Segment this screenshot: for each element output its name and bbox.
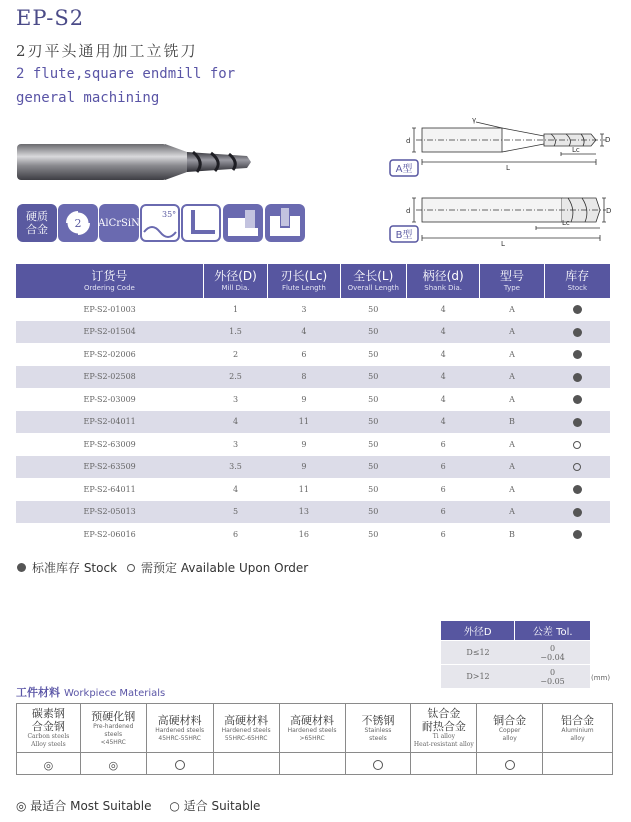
chip-material-line1: 硬质 bbox=[26, 210, 48, 223]
flute-count-chip bbox=[58, 204, 98, 242]
cell-type: A bbox=[480, 501, 544, 524]
cell-l: 50 bbox=[368, 529, 379, 539]
cell-d: 6 bbox=[440, 439, 446, 449]
legend-on-order: 需预定 Available Upon Order bbox=[141, 561, 309, 575]
cell-l: 50 bbox=[368, 349, 379, 359]
workpiece-title bbox=[16, 684, 165, 700]
material-column bbox=[345, 704, 411, 753]
suitable-icon bbox=[505, 760, 515, 770]
cell-stock bbox=[544, 456, 610, 479]
cell-type: A bbox=[509, 349, 515, 359]
cell-stock bbox=[544, 411, 610, 434]
suitability-cell bbox=[411, 753, 477, 775]
cell-d: 4 bbox=[203, 411, 267, 434]
suitable-icon bbox=[175, 760, 185, 770]
table-row bbox=[16, 411, 610, 434]
material-name-en: Aluminium alloy bbox=[561, 726, 594, 742]
cell-type: A bbox=[480, 366, 544, 389]
type-b-badge: B型 bbox=[395, 230, 413, 241]
col-ordering-code: 订货号 Ordering Code bbox=[16, 264, 203, 298]
cell-d: 6 bbox=[406, 501, 479, 524]
helix-angle-icon bbox=[142, 206, 178, 240]
type-a-badge: A型 bbox=[395, 164, 413, 175]
material-name-cn: 高硬材料 bbox=[290, 713, 335, 727]
cell-code: EP-S2-64011 bbox=[83, 484, 136, 494]
material-column bbox=[411, 704, 477, 753]
material-name-en: Pre-hardened steels <45HRC bbox=[93, 722, 134, 746]
cell-d: 3.5 bbox=[203, 456, 267, 479]
flute-count-label: 2 bbox=[74, 217, 82, 230]
suitable-icon bbox=[373, 760, 383, 770]
col-shank-dia: 柄径(d) Shank Dia. bbox=[406, 264, 479, 298]
table-row bbox=[16, 433, 610, 456]
tol-col-tol: 公差 Tol. bbox=[515, 621, 590, 641]
material-name-cn: 碳素钢 合金钢 bbox=[31, 707, 65, 733]
col-stock: 库存 Stock bbox=[544, 264, 610, 298]
tolerance-unit: (mm) bbox=[591, 674, 611, 682]
cell-d: 2.5 bbox=[203, 366, 267, 389]
square-end-chip bbox=[181, 204, 221, 242]
type-b-diagram bbox=[386, 190, 611, 250]
cell-stock bbox=[544, 388, 610, 411]
material-name-en: Stainless steels bbox=[364, 726, 392, 742]
slotting-chip bbox=[265, 204, 305, 242]
cell-code: EP-S2-06016 bbox=[83, 529, 136, 539]
material-name-cn: 高硬材料 bbox=[224, 713, 269, 727]
cell-type: A bbox=[509, 394, 515, 404]
cell-code: EP-S2-01003 bbox=[83, 304, 136, 314]
cell-type: A bbox=[480, 321, 544, 344]
cell-d: 6 bbox=[440, 529, 446, 539]
cell-lc: 16 bbox=[298, 529, 309, 539]
helix-angle-chip bbox=[140, 204, 180, 242]
cell-lc: 9 bbox=[268, 456, 340, 479]
cell-l: 50 bbox=[368, 394, 379, 404]
cell-lc: 9 bbox=[301, 439, 307, 449]
material-name-en: Hardened steels 55HRC-65HRC bbox=[221, 726, 271, 742]
cell-d: 4 bbox=[406, 321, 479, 344]
type-a-length-label: L bbox=[506, 164, 510, 172]
cell-code: EP-S2-02006 bbox=[83, 349, 136, 359]
table-row bbox=[16, 523, 610, 546]
cell-d: 5 bbox=[203, 501, 267, 524]
cell-d: 4 bbox=[406, 411, 479, 434]
suitability-cell bbox=[477, 753, 543, 775]
ordering-table bbox=[16, 264, 610, 546]
flute-count-icon bbox=[58, 204, 98, 242]
material-name-en: Hardened steels 45HRC-55HRC bbox=[155, 726, 205, 742]
cell-type: A bbox=[509, 484, 515, 494]
cell-stock bbox=[544, 501, 610, 524]
shoulder-milling-icon bbox=[223, 204, 263, 242]
cell-d: 1 bbox=[232, 304, 239, 314]
coating-chip: AlCrSiN bbox=[99, 204, 139, 242]
cell-code: EP-S2-04011 bbox=[16, 411, 203, 434]
in-stock-dot-icon bbox=[573, 418, 582, 427]
tol-range: D≤12 bbox=[441, 641, 515, 665]
in-stock-dot-icon bbox=[573, 530, 582, 539]
cell-l: 50 bbox=[340, 321, 406, 344]
type-a-flute-length-label: Lc bbox=[572, 146, 580, 154]
chip-material-line2: 合金 bbox=[26, 223, 48, 236]
material-name-en: Carbon steels Alloy steels bbox=[27, 733, 70, 748]
cell-type: B bbox=[480, 411, 544, 434]
cell-code: EP-S2-02508 bbox=[16, 366, 203, 389]
on-order-circle-icon bbox=[573, 441, 581, 449]
table-row bbox=[16, 456, 610, 479]
material-name-en: Hardened steels >65HRC bbox=[287, 726, 337, 742]
type-a-diagram bbox=[386, 112, 611, 182]
cell-lc: 3 bbox=[301, 304, 307, 314]
cell-code: EP-S2-01504 bbox=[16, 321, 203, 344]
legend-in-stock: 标准库存 Stock bbox=[32, 561, 118, 575]
in-stock-dot-icon bbox=[573, 373, 582, 382]
cell-d: 6 bbox=[406, 456, 479, 479]
table-row bbox=[16, 321, 610, 344]
product-code: EP-S2 bbox=[16, 6, 85, 30]
workpiece-title-en: Workpiece Materials bbox=[64, 688, 166, 699]
type-b-length-label: L bbox=[501, 240, 505, 248]
workpiece-title-cn: 工件材料 bbox=[16, 686, 60, 699]
cell-lc: 8 bbox=[268, 366, 340, 389]
material-name-cn: 钛合金 耐热合金 bbox=[421, 707, 466, 733]
tol-col-dia: 外径D bbox=[441, 621, 515, 641]
cell-stock bbox=[544, 321, 610, 344]
workpiece-table bbox=[16, 703, 613, 775]
table-row bbox=[16, 388, 610, 411]
cell-type: A bbox=[509, 439, 515, 449]
suitability-cell bbox=[213, 753, 279, 775]
cell-l: 50 bbox=[368, 304, 379, 314]
cell-stock bbox=[544, 366, 610, 389]
cell-d: 4 bbox=[440, 349, 446, 359]
in-stock-dot-icon bbox=[17, 563, 26, 572]
material-carbide-chip bbox=[17, 204, 57, 242]
cell-d: 4 bbox=[406, 366, 479, 389]
product-name-cn: 2刃平头通用加工立铣刀 bbox=[16, 42, 198, 60]
cell-l: 50 bbox=[368, 439, 379, 449]
tolerance-table bbox=[441, 621, 590, 688]
material-column bbox=[146, 704, 213, 753]
cell-stock bbox=[544, 343, 610, 366]
col-mill-dia: 外径(D) Mill Dia. bbox=[203, 264, 267, 298]
material-column bbox=[80, 704, 146, 753]
on-order-circle-icon bbox=[127, 564, 135, 572]
cell-d: 4 bbox=[232, 484, 239, 494]
col-overall-length: 全长(L) Overall Length bbox=[340, 264, 406, 298]
shoulder-milling-chip bbox=[223, 204, 263, 242]
cell-type: A bbox=[480, 456, 544, 479]
tol-range: D>12 bbox=[441, 665, 515, 689]
product-name-en-line2: general machining bbox=[16, 90, 160, 106]
in-stock-dot-icon bbox=[573, 508, 582, 517]
tolerance-row bbox=[441, 641, 590, 665]
material-column bbox=[477, 704, 543, 753]
cell-code: EP-S2-63009 bbox=[83, 439, 136, 449]
endmill-photo bbox=[15, 138, 255, 186]
material-column bbox=[543, 704, 613, 753]
type-b-mill-dia-label: D bbox=[606, 207, 611, 215]
slotting-icon bbox=[265, 204, 305, 242]
cell-code: EP-S2-05013 bbox=[16, 501, 203, 524]
suitability-cell bbox=[17, 753, 81, 775]
product-name-en-line1: 2 flute,square endmill for bbox=[16, 66, 236, 82]
cell-type: B bbox=[509, 529, 515, 539]
table-row bbox=[16, 501, 610, 524]
material-name-cn: 不锈钢 bbox=[361, 713, 395, 727]
cell-lc: 6 bbox=[301, 349, 307, 359]
cell-d: 1.5 bbox=[203, 321, 267, 344]
square-corner-icon bbox=[183, 206, 219, 240]
type-a-angle-label: γ bbox=[472, 116, 477, 124]
cell-code: EP-S2-63509 bbox=[16, 456, 203, 479]
col-type: 型号 Type bbox=[480, 264, 544, 298]
type-a-shank-dia-label: d bbox=[406, 137, 411, 145]
material-name-cn: 铝合金 bbox=[561, 713, 594, 727]
in-stock-dot-icon bbox=[573, 350, 582, 359]
type-b-flute-length-label: Lc bbox=[562, 219, 570, 227]
tolerance-row bbox=[441, 665, 590, 689]
cell-code: EP-S2-03009 bbox=[83, 394, 136, 404]
suitability-cell bbox=[279, 753, 345, 775]
legend-suitable: ○ 适合 Suitable bbox=[169, 799, 261, 813]
cell-l: 50 bbox=[340, 456, 406, 479]
cell-lc: 11 bbox=[268, 411, 340, 434]
col-flute-length: 刃长(Lc) Flute Length bbox=[268, 264, 340, 298]
cell-lc: 11 bbox=[298, 484, 309, 494]
cell-l: 50 bbox=[340, 366, 406, 389]
cell-lc: 4 bbox=[268, 321, 340, 344]
suitability-cell bbox=[345, 753, 411, 775]
most-suitable-icon: ◎ bbox=[108, 759, 119, 772]
helix-angle-label: 35° bbox=[162, 210, 177, 219]
in-stock-dot-icon bbox=[573, 485, 582, 494]
table-row bbox=[16, 478, 610, 501]
material-column bbox=[213, 704, 279, 753]
cell-stock bbox=[544, 298, 610, 321]
legend-most-suitable: ◎ 最适合 Most Suitable bbox=[16, 799, 152, 813]
in-stock-dot-icon bbox=[573, 395, 582, 404]
cell-lc: 13 bbox=[268, 501, 340, 524]
most-suitable-icon: ◎ bbox=[43, 759, 54, 772]
material-name-cn: 预硬化钢 bbox=[91, 709, 136, 723]
suitability-cell bbox=[543, 753, 613, 775]
cell-stock bbox=[544, 478, 610, 501]
tol-value: 0 −0.04 bbox=[515, 641, 590, 665]
material-name-en: Ti alloy Heat-resistant alloy bbox=[413, 733, 474, 748]
suitability-legend bbox=[16, 797, 260, 814]
cell-d: 3 bbox=[232, 439, 239, 449]
on-order-circle-icon bbox=[573, 463, 581, 471]
cell-d: 3 bbox=[232, 394, 239, 404]
table-row bbox=[16, 343, 610, 366]
material-name-cn: 高硬材料 bbox=[157, 713, 202, 727]
cell-d: 4 bbox=[440, 394, 446, 404]
cell-l: 50 bbox=[340, 501, 406, 524]
material-name-cn: 铜合金 bbox=[493, 713, 527, 727]
cell-d: 2 bbox=[232, 349, 239, 359]
in-stock-dot-icon bbox=[573, 305, 582, 314]
material-column bbox=[279, 704, 345, 753]
cell-stock bbox=[544, 523, 610, 546]
suitability-cell bbox=[80, 753, 146, 775]
stock-legend bbox=[17, 559, 308, 576]
in-stock-dot-icon bbox=[573, 328, 582, 337]
table-row bbox=[16, 366, 610, 389]
tol-value: 0 −0.05 bbox=[515, 665, 590, 689]
cell-l: 50 bbox=[368, 484, 379, 494]
material-name-en: Copper alloy bbox=[498, 726, 521, 742]
cell-l: 50 bbox=[340, 411, 406, 434]
cell-stock bbox=[544, 433, 610, 456]
table-row bbox=[16, 298, 610, 321]
type-a-mill-dia-label: D bbox=[605, 136, 611, 144]
suitability-cell bbox=[146, 753, 213, 775]
cell-d: 6 bbox=[440, 484, 446, 494]
cell-lc: 9 bbox=[301, 394, 307, 404]
cell-d: 6 bbox=[232, 529, 239, 539]
cell-d: 4 bbox=[440, 304, 446, 314]
material-column bbox=[17, 704, 81, 753]
cell-type: A bbox=[509, 304, 515, 314]
type-b-shank-dia-label: d bbox=[406, 207, 411, 215]
